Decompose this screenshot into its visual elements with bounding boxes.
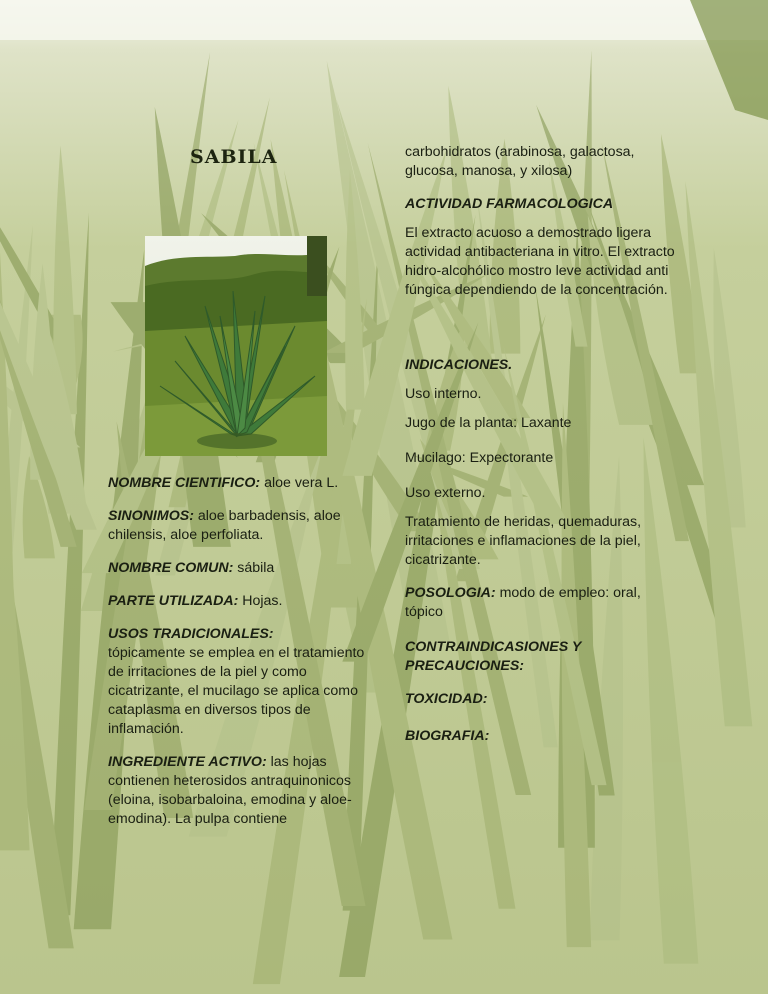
ingrediente-activo-value: las hojas contienen heterosidos antraquinonicos (eloina, isobarbaloina, emodina y aloe-emodina). La pulpa contiene: [108, 754, 352, 827]
parte-utilizada-label: PARTE UTILIZADA:: [108, 593, 239, 609]
parte-utilizada-value: Hojas.: [238, 593, 283, 609]
right-column: [405, 143, 675, 760]
uso-interno: Uso interno.: [405, 386, 482, 402]
usos-tradicionales-label: USOS TRADICIONALES:: [108, 626, 274, 642]
tratamiento: Tratamiento de heridas, quemaduras, irritaciones e inflamaciones de la piel, cicatrizante.: [405, 514, 642, 568]
indicaciones-heading: [405, 356, 675, 375]
actividad-heading: [405, 195, 675, 214]
usos-tradicionales: [108, 625, 366, 739]
toxicidad-heading: [405, 690, 675, 709]
ingrediente-continuation: carbohidratos (arabinosa, galactosa, glucosa, manosa, y xilosa): [405, 144, 635, 179]
actividad-text: El extracto acuoso a demostrado ligera actividad antibacteriana in vitro. El extracto hidro-alcohólico mostro leve actividad anti fúngica dependiendo de la concentración.: [405, 225, 675, 298]
biografia-heading: [405, 727, 675, 746]
posologia-value: modo de empleo: oral, tópico: [405, 585, 641, 620]
posologia: [405, 584, 675, 622]
usos-tradicionales-value: tópicamente se emplea en el tratamiento de irritaciones de la piel y como cicatrizante, el mucilago se aplica como cataplasma en diversos tipos de inflamación.: [108, 645, 365, 737]
parte-utilizada: [108, 592, 366, 611]
aloe-vera-photo: [145, 236, 327, 456]
contraindicaciones-heading: [405, 638, 675, 676]
ingrediente-activo-label: INGREDIENTE ACTIVO:: [108, 754, 267, 770]
actividad-heading-text: ACTIVIDAD FARMACOLOGICA: [405, 196, 614, 212]
left-column: [108, 474, 366, 843]
contraindicaciones-heading-text: CONTRAINDICASIONES Y PRECAUCIONES:: [405, 639, 582, 674]
sinonimos-label: SINONIMOS:: [108, 508, 194, 524]
ingrediente-activo: [108, 753, 366, 829]
nombre-comun-value: sábila: [233, 560, 275, 576]
posologia-label: POSOLOGIA:: [405, 585, 496, 601]
page-title: SABILA: [190, 146, 278, 168]
biografia-heading-text: BIOGRAFIA:: [405, 728, 490, 744]
jugo-laxante: Jugo de la planta: Laxante: [405, 415, 572, 431]
nombre-cientifico-label: NOMBRE CIENTIFICO:: [108, 475, 261, 491]
sinonimos: [108, 507, 366, 545]
nombre-cientifico: [108, 474, 366, 493]
mucilago-expectorante: Mucilago: Expectorante: [405, 450, 554, 466]
uso-externo: Uso externo.: [405, 485, 486, 501]
nombre-comun: [108, 559, 366, 578]
nombre-cientifico-value: aloe vera L.: [260, 475, 339, 491]
nombre-comun-label: NOMBRE COMUN:: [108, 560, 234, 576]
toxicidad-heading-text: TOXICIDAD:: [405, 691, 488, 707]
sinonimos-value: aloe barbadensis, aloe chilensis, aloe perfoliata.: [108, 508, 341, 543]
indicaciones-heading-text: INDICACIONES.: [405, 357, 513, 373]
